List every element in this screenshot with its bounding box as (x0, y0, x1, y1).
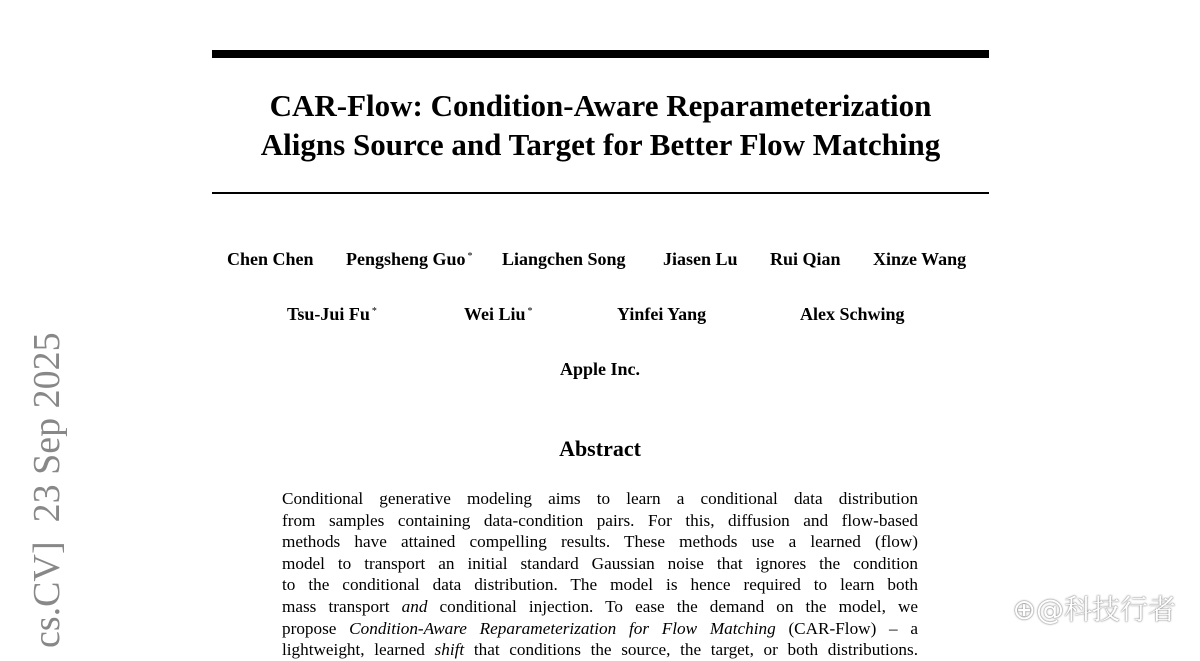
abstract-heading: Abstract (559, 436, 641, 461)
abstract-line: to the conditional data distribution. The model is hence required to learn both (282, 575, 918, 595)
top-rule (212, 50, 989, 58)
author: Yinfei Yang (617, 304, 707, 324)
equal-contribution-mark: * (467, 251, 473, 262)
abstract-line: from samples containing data-condition pairs. For this, diffusion and flow-based (282, 510, 918, 530)
author: Xinze Wang (873, 249, 967, 269)
abstract-line: lightweight, learned shift that conditions the source, the target, or both distributions. (282, 640, 919, 660)
author: Rui Qian (770, 249, 841, 269)
title-line-2: Aligns Source and Target for Better Flow Matching (260, 127, 941, 162)
affiliation: Apple Inc. (559, 359, 640, 379)
author: Alex Schwing (800, 304, 905, 324)
title-rule (212, 192, 989, 194)
author: Tsu-Jui Fu * (287, 304, 377, 324)
title-line-1: CAR-Flow: Condition-Aware Reparameterization (269, 88, 932, 123)
abstract-line: propose Condition-Aware Reparameterization for Flow Matching (CAR-Flow) – a (282, 618, 919, 638)
equal-contribution-mark: * (371, 306, 377, 317)
author: Jiasen Lu (663, 249, 738, 269)
abstract-body (282, 488, 918, 661)
paper-title (212, 86, 989, 164)
arxiv-identifier: cs.CV] 23 Sep 2025 (26, 332, 68, 648)
watermark: ⊕@科技行者 (1012, 593, 1176, 626)
author: Wei Liu * (464, 304, 533, 324)
equal-contribution-mark: * (527, 306, 533, 317)
abstract-line: methods have attained compelling results. These methods use a learned (flow) (282, 532, 918, 552)
abstract-line: Conditional generative modeling aims to learn a conditional data distribution (282, 489, 918, 508)
author: Chen Chen (227, 249, 314, 269)
author: Liangchen Song (502, 249, 626, 269)
abstract-line: model to transport an initial standard Gaussian noise that ignores the condition (282, 553, 918, 573)
author: Pengsheng Guo * (346, 249, 473, 269)
abstract-line: mass transport and conditional injection. To ease the demand on the model, we (282, 596, 918, 616)
